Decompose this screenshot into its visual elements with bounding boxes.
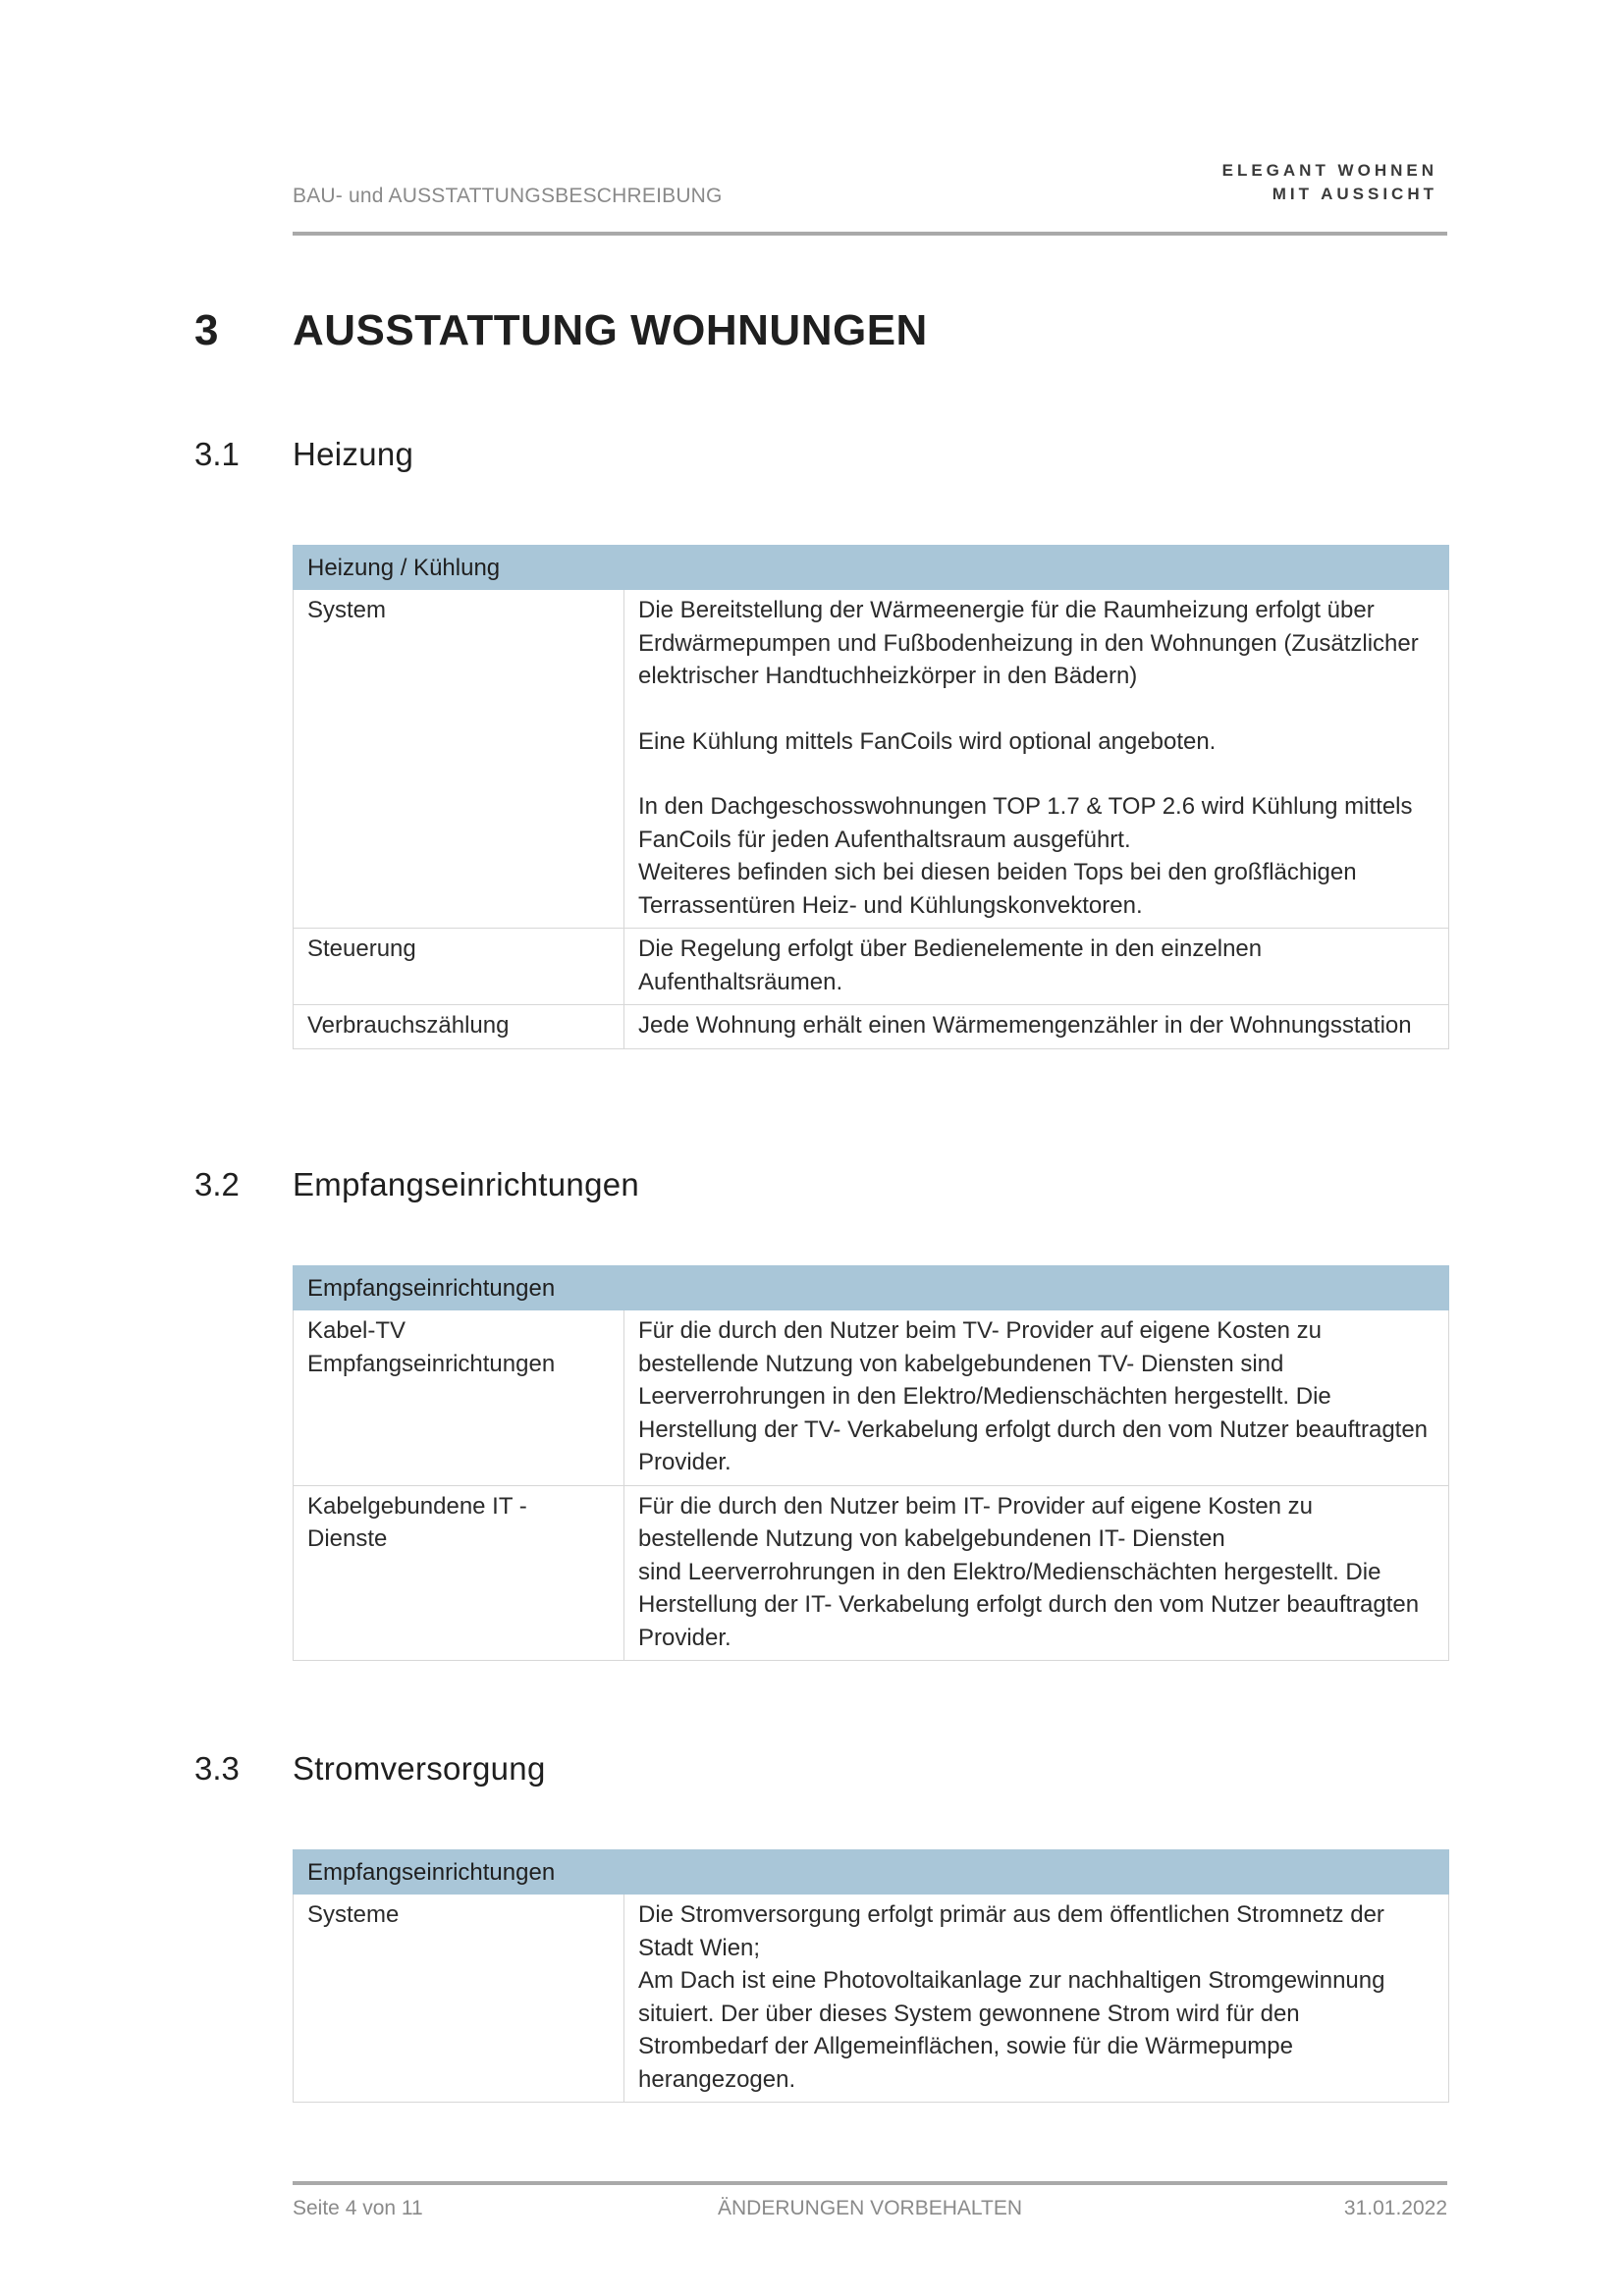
page-number: Seite 4 von 11 xyxy=(293,2197,423,2219)
document-title: BAU- und AUSSTATTUNGSBESCHREIBUNG xyxy=(293,185,723,207)
section-title: Empfangseinrichtungen xyxy=(293,1166,640,1202)
row-label: Verbrauchszählung xyxy=(294,1005,624,1049)
description-paragraph: Für die durch den Nutzer beim IT- Provider auf eigene Kosten zu bestellende Nutzung von kabelgebundenen IT- Diensten xyxy=(638,1492,1314,1552)
table-header: Heizung / Kühlung xyxy=(294,546,1449,590)
row-description xyxy=(624,1005,1449,1049)
row-label-line: Empfangseinrichtungen xyxy=(307,1350,556,1377)
row-label xyxy=(294,1310,624,1486)
table-row xyxy=(294,1310,1449,1486)
table-header: Empfangseinrichtungen xyxy=(294,1266,1449,1310)
brand-line-2: MIT AUSSICHT xyxy=(1272,185,1437,203)
description-paragraph: Weiteres befinden sich bei diesen beiden Tops bei den großflächigen Terrassentüren Heiz- und Kühlungskonvektoren. xyxy=(638,859,1357,919)
row-label-line: Kabelgebundene IT - xyxy=(307,1492,527,1520)
description-paragraph: Für die durch den Nutzer beim TV- Provider auf eigene Kosten zu bestellende Nutzung von kabelgebundenen TV- Diensten sind Leerverrohrungen in den Elektro/Medienschächten hergestellt. Die Herstellung der TV- Verkabelung erfolgt durch den vom Nutzer beauftragten Provider. xyxy=(638,1317,1429,1475)
description-paragraph: Eine Kühlung mittels FanCoils wird optional angeboten. xyxy=(638,727,1217,755)
section-title: Stromversorgung xyxy=(293,1750,546,1787)
row-label: Steuerung xyxy=(294,929,624,1005)
table-stromversorgung xyxy=(293,1849,1449,2103)
table-row xyxy=(294,590,1449,929)
footer-divider xyxy=(293,2181,1447,2185)
section-number: 3.1 xyxy=(194,436,240,472)
header-divider xyxy=(293,232,1447,236)
table-row xyxy=(294,1485,1449,1661)
row-label xyxy=(294,1485,624,1661)
description-paragraph: Jede Wohnung erhält einen Wärmemengenzähler in der Wohnungsstation xyxy=(638,1012,1412,1039)
section-title: Heizung xyxy=(293,436,414,472)
section-number: 3.3 xyxy=(194,1750,240,1787)
row-description xyxy=(624,1895,1449,2103)
chapter-number: 3 xyxy=(194,306,219,354)
description-paragraph: In den Dachgeschosswohnungen TOP 1.7 & TOP 2.6 wird Kühlung mittels FanCoils für jeden Aufenthaltsraum ausgeführt. xyxy=(638,793,1413,853)
chapter-title: AUSSTATTUNG WOHNUNGEN xyxy=(293,306,928,354)
document-date: 31.01.2022 xyxy=(1343,2197,1447,2219)
row-label: Systeme xyxy=(294,1895,624,2103)
brand-line-1: ELEGANT WOHNEN xyxy=(1221,161,1437,180)
description-paragraph: Am Dach ist eine Photovoltaikanlage zur nachhaltigen Stromgewinnung situiert. Der über dieses System gewonnene Strom wird für den Strombedarf der Allgemeinflächen, sowie für die Wärmepumpe herangezogen. xyxy=(638,1967,1385,2093)
table-row xyxy=(294,1895,1449,2103)
description-paragraph: Die Stromversorgung erfolgt primär aus dem öffentlichen Stromnetz der Stadt Wien; xyxy=(638,1901,1384,1961)
row-description xyxy=(624,1310,1449,1486)
section-number: 3.2 xyxy=(194,1166,240,1202)
table-empfangseinrichtungen xyxy=(293,1265,1449,1661)
table-row xyxy=(294,1005,1449,1049)
row-description xyxy=(624,929,1449,1005)
row-label-line: Kabel-TV xyxy=(307,1317,406,1344)
description-paragraph: Die Bereitstellung der Wärmeenergie für die Raumheizung erfolgt über Erdwärmepumpen und Fußbodenheizung in den Wohnungen (Zusätzlicher elektrischer Handtuchheizkörper in den Bädern) xyxy=(638,597,1419,689)
table-header: Empfangseinrichtungen xyxy=(294,1850,1449,1895)
brand-logo xyxy=(1143,159,1437,206)
description-paragraph: sind Leerverrohrungen in den Elektro/Medienschächten hergestellt. Die Herstellung der IT- Verkabelung erfolgt durch den vom Nutzer beauftragten Provider. xyxy=(638,1558,1420,1651)
row-description xyxy=(624,590,1449,929)
table-row xyxy=(294,929,1449,1005)
table-heizung xyxy=(293,545,1449,1049)
row-description xyxy=(624,1485,1449,1661)
description-paragraph: Die Regelung erfolgt über Bedienelemente in den einzelnen Aufenthaltsräumen. xyxy=(638,935,1263,995)
row-label: System xyxy=(294,590,624,929)
change-notice: ÄNDERUNGEN VORBEHALTEN xyxy=(718,2197,1022,2219)
row-label-line: Dienste xyxy=(307,1525,388,1552)
